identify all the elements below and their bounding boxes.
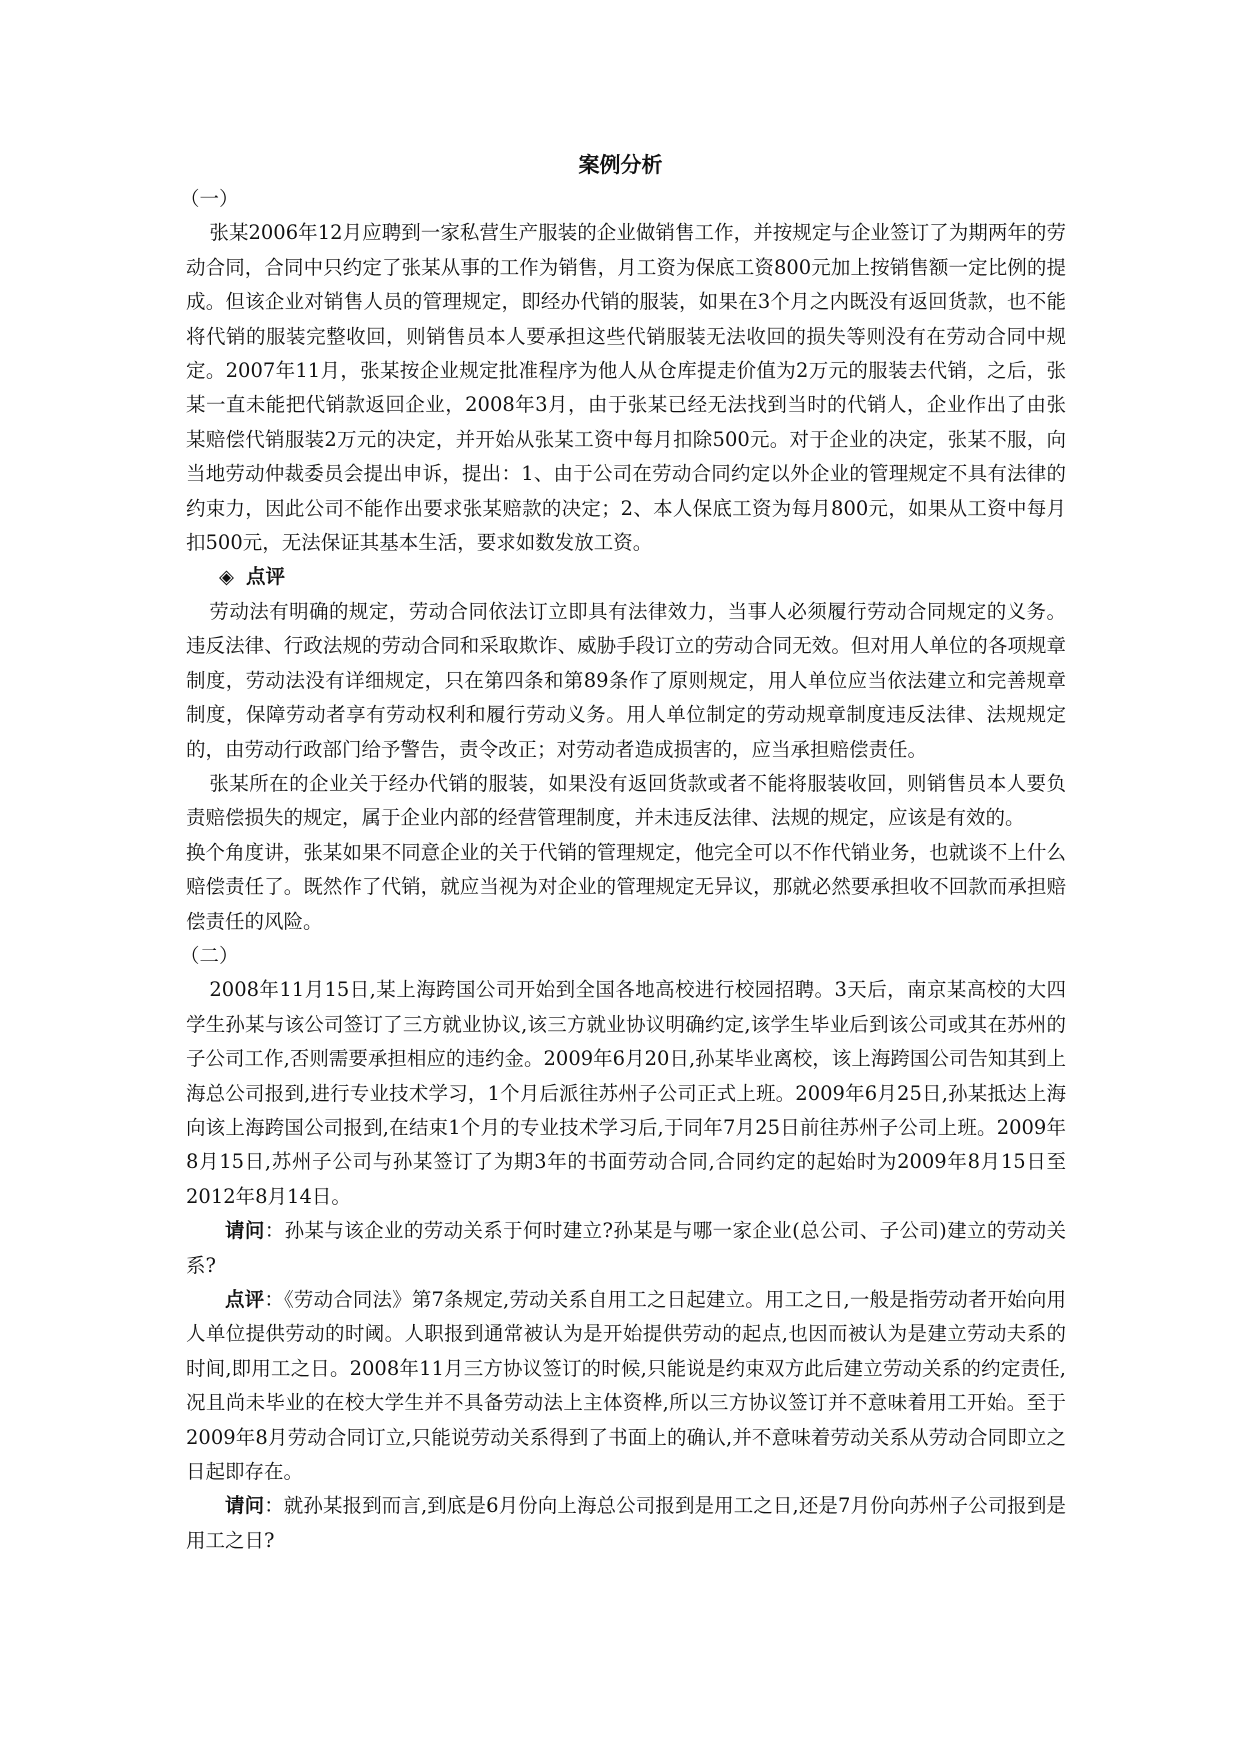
document-title: 案例分析 <box>578 153 663 177</box>
question-paragraph-1 <box>186 1214 1066 1283</box>
section-heading-2: （二） <box>180 943 239 967</box>
question-text: ：孙某与该企业的劳动关系于何时建立?孙某是与哪一家企业(总公司、子公司)建立的劳动关系? <box>186 1219 1066 1277</box>
comment-heading-label: 点评 <box>246 565 286 589</box>
case-paragraph-2: 2008年11月15日,某上海跨国公司开始到全国各地高校进行校园招聘。3天后，南京某高校的大四学生孙某与该公司签订了三方就业协议,该三方就业协议明确约定,该学生毕业后到该公司或其在苏州的子公司工作,否则需要承担相应的违约金。2009年6月20日,孙某毕业离校，该上海跨国公司告知其到上海总公司报到,进行专业技术学习，1个月后派往苏州子公司正式上班。2009年6月25日,孙某抵达上海向该上海跨国公司报到,在结束1个月的专业技术学习后,于同年7月25日前往苏州子公司上班。2009年8月15日,苏州子公司与孙某签订了为期3年的书面劳动合同,合同约定的起始时为2009年8月15日至2012年8月14日。 <box>186 978 1066 1208</box>
comment-paragraph-1: 劳动法有明确的规定，劳动合同依法订立即具有法律效力，当事人必须履行劳动合同规定的义务。违反法律、行政法规的劳动合同和采取欺诈、威胁手段订立的劳动合同无效。但对用人单位的各项规章制度，劳动法没有详细规定，只在第四条和第89条作了原则规定，用人单位应当依法建立和完善规章制度，保障劳动者享有劳动权利和履行劳动义务。用人单位制定的劳动规章制度违反法律、法规规定的，由劳动行政部门给予警告，责令改正；对劳动者造成损害的，应当承担赔偿责任。 <box>186 599 1066 761</box>
question-text-2: ：就孙某报到而言,到底是6月份向上海总公司报到是用工之日,还是7月份向苏州子公司报到是用工之日? <box>186 1494 1066 1552</box>
question-paragraph-2 <box>186 1489 1066 1558</box>
document-body <box>180 182 1066 1558</box>
comment-heading <box>186 560 1066 594</box>
review-paragraph-1 <box>186 1283 1066 1489</box>
question-label-2: 请问 <box>225 1494 265 1518</box>
comment-paragraph-3: 换个角度讲，张某如果不同意企业的关于代销的管理规定，他完全可以不作代销业务，也就谈不上什么赔偿责任了。既然作了代销，就应当视为对企业的管理规定无异议，那就必然要承担收不回款而承担赔偿责任的风险。 <box>186 840 1066 933</box>
section-heading-1: （一） <box>180 187 239 210</box>
diamond-bullet-icon: ◈ <box>219 565 234 589</box>
review-label: 点评 <box>225 1288 265 1311</box>
review-text: ：《劳动合同法》第7条规定,劳动关系自用工之日起建立。用工之日,一般是指劳动者开始向用人单位提供劳动的时阈。人职报到通常被认为是开始提供劳动的起点,也因而被认为是建立劳动夫系的时间,即用工之日。2008年11月三方协议签订的时候,只能说是约束双方此后建立劳动关系的约定责任,况且尚未毕业的在校大学生并不具备劳动法上主体资桦,所以三方协议签订并不意味着用工开始。至于2009年8月劳动合同订立,只能说劳动关系得到了书面上的确认,并不意味着劳动关系从劳动合同即立之日起即存在。 <box>186 1288 1066 1484</box>
comment-paragraph-2: 张某所在的企业关于经办代销的服装，如果没有返回货款或者不能将服装收回，则销售员本人要负责赔偿损失的规定，属于企业内部的经营管理制度，并未违反法律、法规的规定，应该是有效的。 <box>186 771 1066 830</box>
question-label: 请问 <box>225 1219 265 1243</box>
case-paragraph-1: 张某2006年12月应聘到一家私营生产服装的企业做销售工作，并按规定与企业签订了为期两年的劳动合同，合同中只约定了张某从事的工作为销售，月工资为保底工资800元加上按销售额一定比例的提成。但该企业对销售人员的管理规定，即经办代销的服装，如果在3个月之内既没有返回货款，也不能将代销的服装完整收回，则销售员本人要承担这些代销服装无法收回的损失等则没有在劳动合同中规定。2007年11月，张某按企业规定批准程序为他人从仓库提走价值为2万元的服装去代销，之后，张某一直未能把代销款返回企业，2008年3月，由于张某已经无法找到当时的代销人，企业作出了由张某赔偿代销服装2万元的决定，并开始从张某工资中每月扣除500元。对于企业的决定，张某不服，向当地劳动仲裁委员会提出申诉，提出：1、由于公司在劳动合同约定以外企业的管理规定不具有法律的约束力，因此公司不能作出要求张某赔款的决定；2、本人保底工资为每月800元，如果从工资中每月扣500元，无法保证其基本生活，要求如数发放工资。 <box>186 221 1066 555</box>
